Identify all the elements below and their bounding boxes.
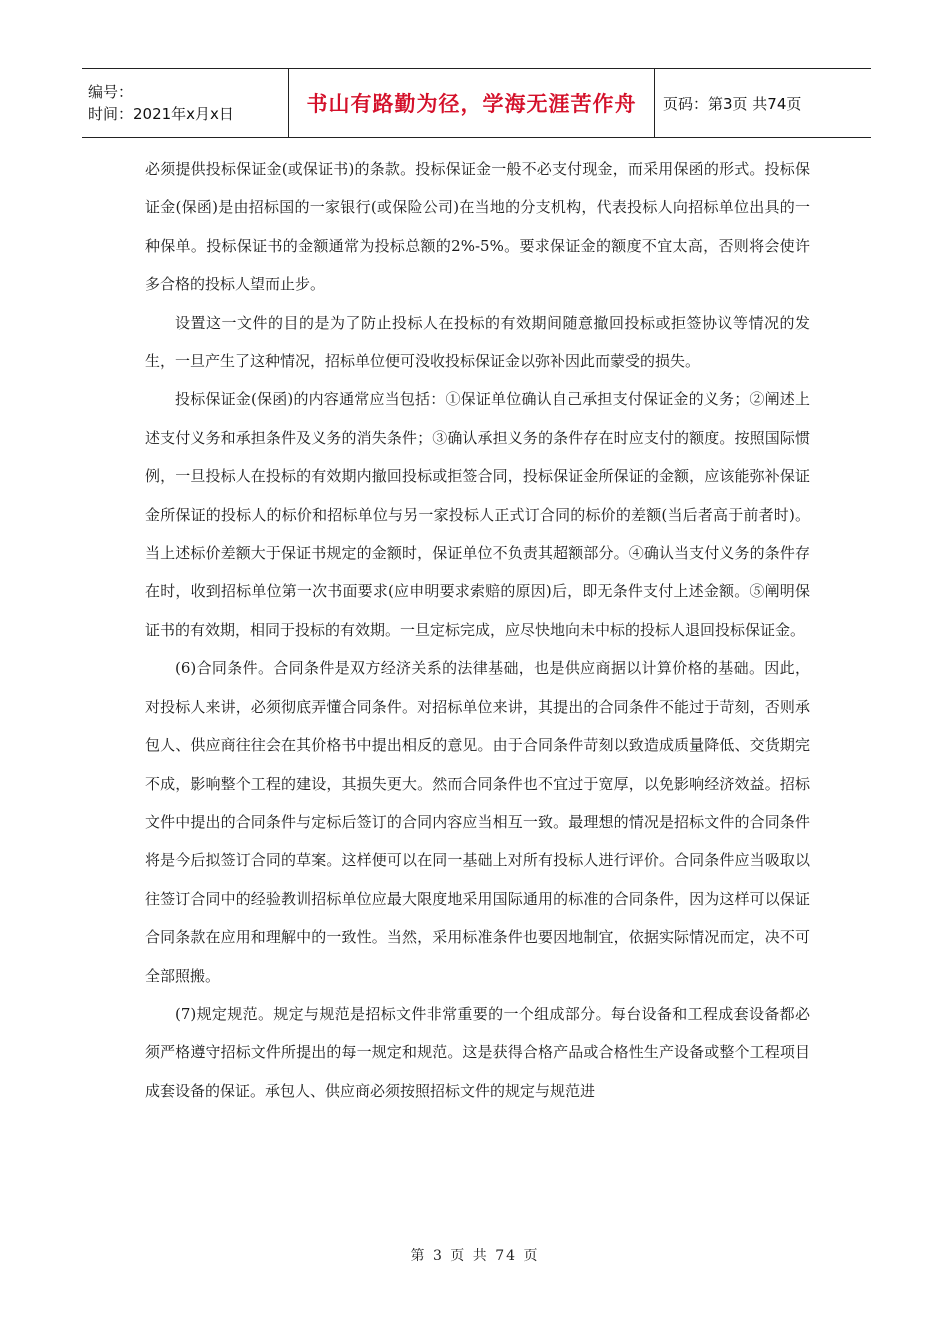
header-meta <box>82 69 289 137</box>
paragraph: 设置这一文件的目的是为了防止投标人在投标的有效期间随意撤回投标或拒签协议等情况的发生，一旦产生了这种情况，招标单位便可没收投标保证金以弥补因此而蒙受的损失。 <box>145 313 810 371</box>
document-body <box>145 150 810 1110</box>
paragraph-contract-conditions: (6)合同条件。合同条件是双方经济关系的法律基础，也是供应商据以计算价格的基础。因此，对投标人来讲，必须彻底弄懂合同条件。对招标单位来讲，其提出的合同条件不能过于苛刻，否则承包人、供应商往往会在其价格书中提出相反的意见。由于合同条件苛刻以致造成质量降低、交货期完不成，影响整个工程的建设，其损失更大。然而合同条件也不宜过于宽厚，以免影响经济效益。招标文件中提出的合同条件与定标后签订的合同内容应当相互一致。最理想的情况是招标文件的合同条件将是今后拟签订合同的草案。这样便可以在同一基础上对所有投标人进行评价。合同条件应当吸取以往签订合同中的经验教训招标单位应最大限度地采用国际通用的标准的合同条件，因为这样可以保证合同条款在应用和理解中的一致性。当然，采用标准条件也要因地制宜，依据实际情况而定，决不可全部照搬。 <box>145 659 810 985</box>
paragraph-continued: 必须提供投标保证金(或保证书)的条款。投标保证金一般不必支付现金，而采用保函的形式。投标保证金(保函)是由招标国的一家银行(或保险公司)在当地的分支机构，代表投标人向招标单位出具的一种保单。投标保证书的金额通常为投标总额的2%-5%。要求保证金的额度不宜太高，否则将会使许多合格的投标人望而止步。 <box>145 160 810 294</box>
footer-page-number: 第 3 页 共 74 页 <box>410 1248 540 1264</box>
header-motto <box>289 69 655 137</box>
document-number-label: 编号： <box>88 83 134 101</box>
header-page-info <box>655 69 871 137</box>
motto-text: 书山有路勤为径，学海无涯苦作舟 <box>306 92 637 116</box>
document-date-label: 时间：2021年x月x日 <box>88 105 234 123</box>
page-header <box>82 68 871 138</box>
page-info-text: 页码：第3页 共74页 <box>663 94 802 113</box>
paragraph: 投标保证金(保函)的内容通常应当包括：①保证单位确认自己承担支付保证金的义务；②阐述上述支付义务和承担条件及义务的消失条件；③确认承担义务的条件存在时应支付的额度。按照国际惯例，一旦投标人在投标的有效期内撤回投标或拒签合同，投标保证金所保证的金额，应该能弥补保证金所保证的投标人的标价和招标单位与另一家投标人正式订合同的标价的差额(当后者高于前者时)。当上述标价差额大于保证书规定的金额时，保证单位不负责其超额部分。④确认当支付义务的条件存在时，收到招标单位第一次书面要求(应申明要求索赔的原因)后，即无条件支付上述金额。⑤阐明保证书的有效期，相同于投标的有效期。一旦定标完成，应尽快地向未中标的投标人退回投标保证金。 <box>145 390 810 639</box>
paragraph-specifications: (7)规定规范。规定与规范是招标文件非常重要的一个组成部分。每台设备和工程成套设备都必须严格遵守招标文件所提出的每一规定和规范。这是获得合格产品或合格性生产设备或整个工程项目成套设备的保证。承包人、供应商必须按照招标文件的规定与规范进 <box>145 1004 810 1100</box>
page-footer <box>0 1245 950 1265</box>
